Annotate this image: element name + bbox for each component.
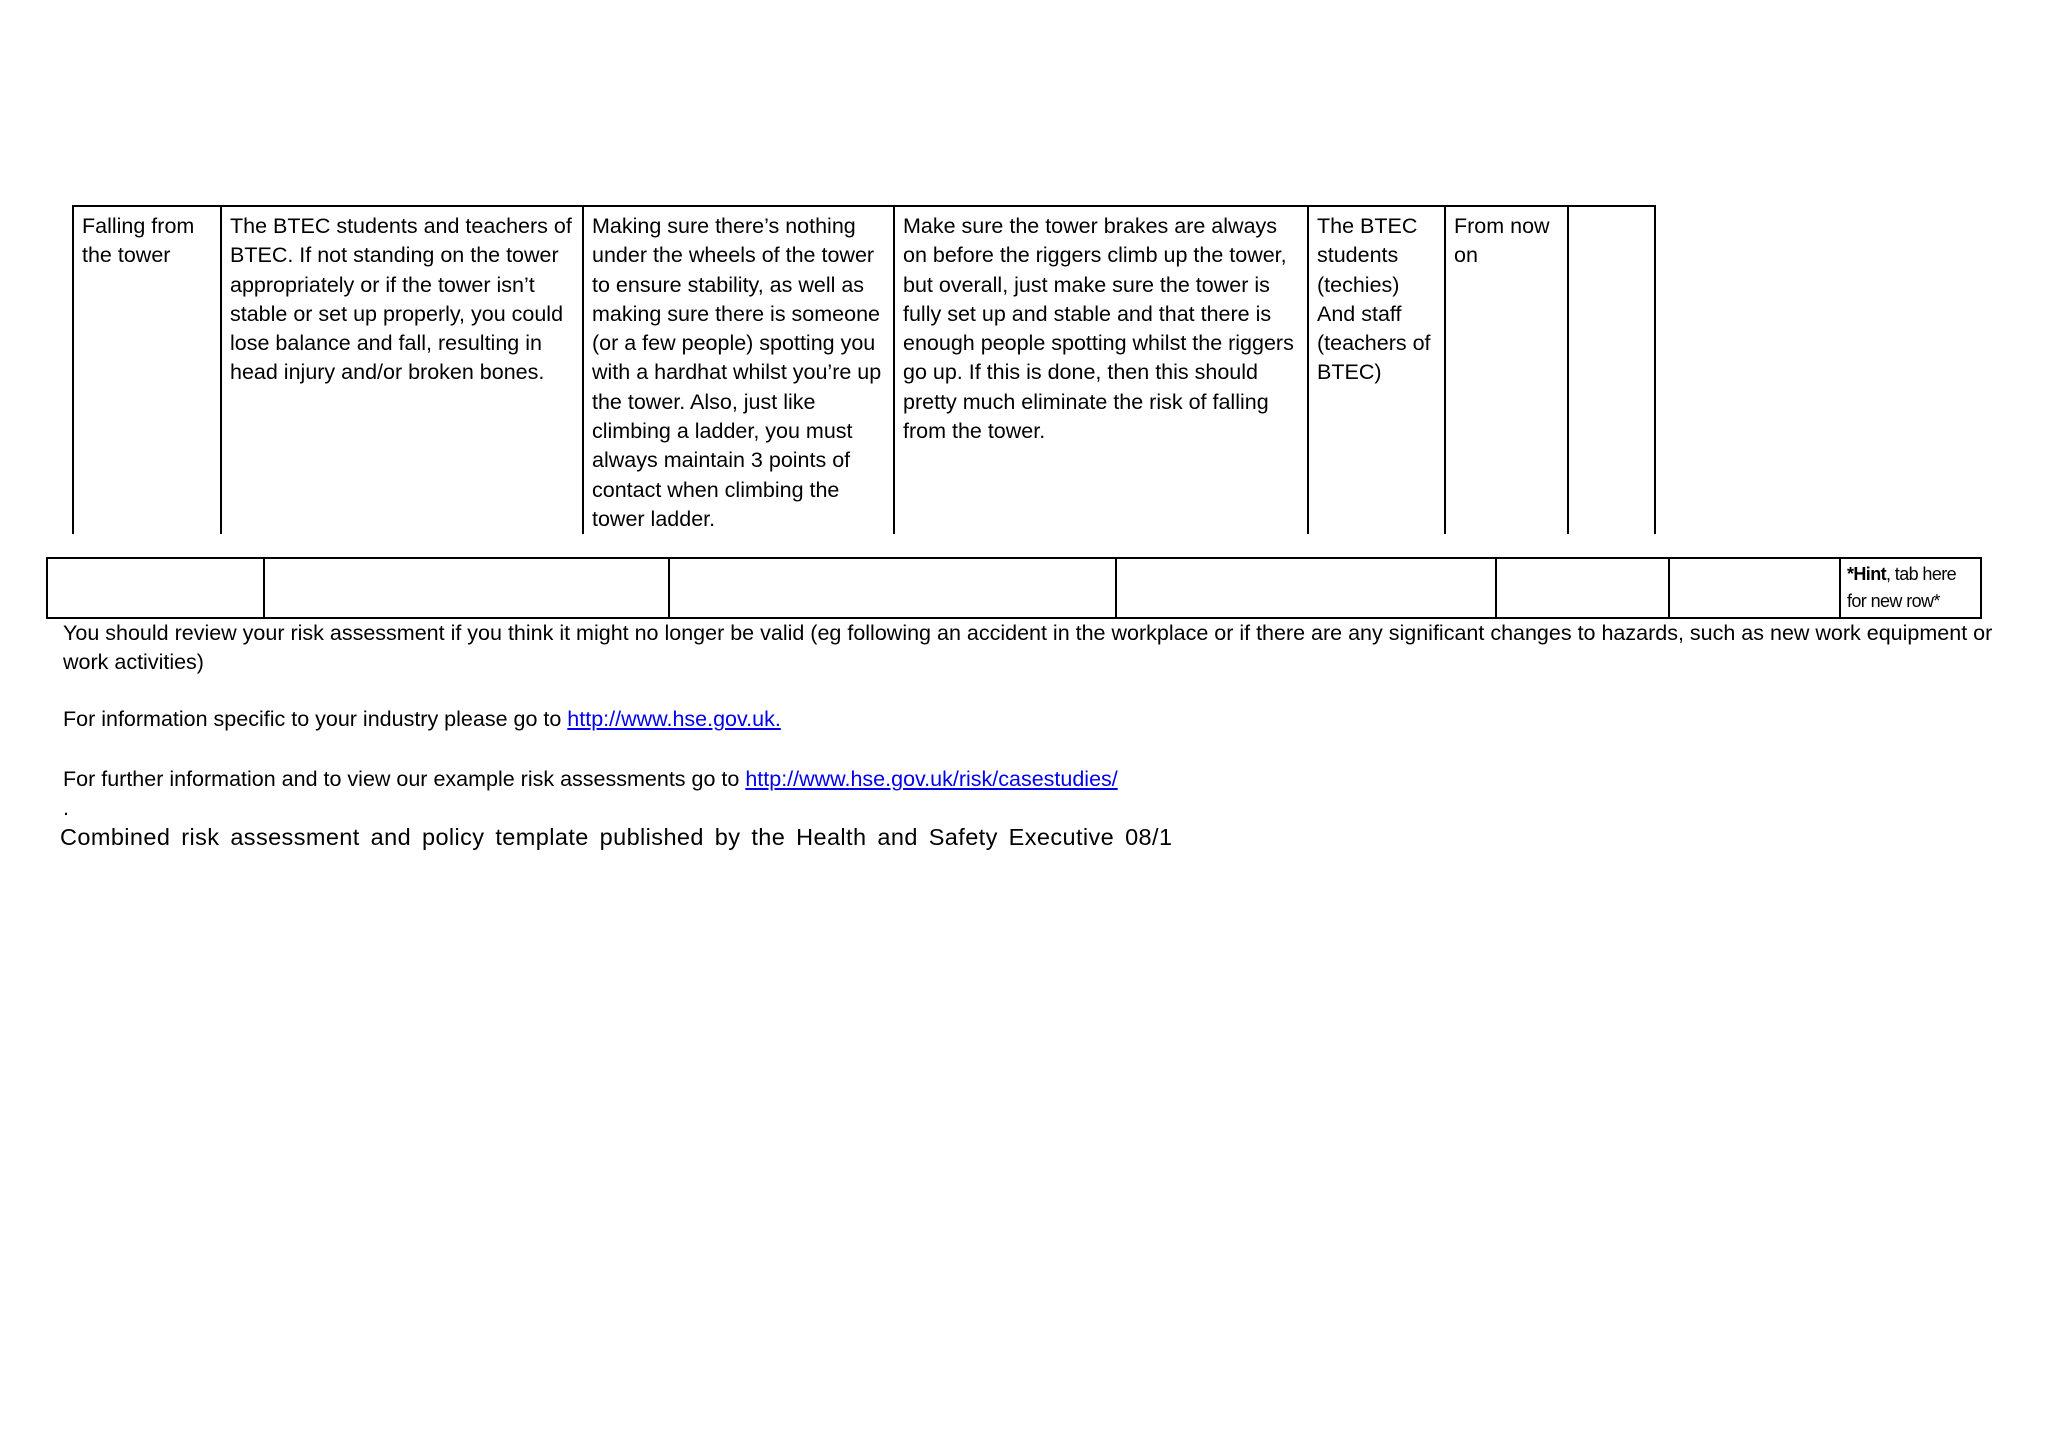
hint-cell[interactable]: [1840, 558, 1981, 618]
further-action-text: Make sure the tower brakes are always on before the riggers climb up the tower, but overall, just make sure the tower is fully set up and stable and that there is enough people spotting whilst the riggers go up. If this is done, then this should pretty much eliminate the risk of falling from the tower.: [903, 214, 1294, 444]
further-info-text: For further information and to view our example risk assessments go to: [63, 767, 746, 791]
action-by-who-text: The BTEC students (techies) And staff (teachers of BTEC): [1317, 214, 1431, 385]
blank-cell[interactable]: [47, 558, 264, 618]
hse-link[interactable]: http://www.hse.gov.uk.: [567, 707, 781, 731]
controls-text: Making sure there’s nothing under the wheels of the tower to ensure stability, as well as making sure there is someone (or a few people) spotting you with a hardhat whilst you’re up the tower. Also, just like climbing a ladder, you must always maintain 3 points of contact when climbing the tower ladder.: [592, 214, 882, 531]
who-harmed-cell[interactable]: [221, 206, 583, 534]
table-row: [73, 206, 1655, 534]
hint-text: , tab here for new row*: [1847, 564, 1957, 611]
who-harmed-text: The BTEC students and teachers of BTEC. If not standing on the tower appropriately or if the tower isn’t stable or set up properly, you could lose balance and fall, resulting in head injury and/or broken bones.: [230, 214, 572, 385]
risk-assessment-table: [72, 205, 1656, 534]
blank-cell[interactable]: [264, 558, 669, 618]
review-note: You should review your risk assessment if you think it might no longer be valid (eg following an accident in the workplace or if there are any significant changes to hazards, such as new work equipment or work activities): [63, 621, 1993, 674]
hazard-cell[interactable]: [73, 206, 221, 534]
blank-cell[interactable]: [1116, 558, 1496, 618]
further-action-cell[interactable]: [894, 206, 1308, 534]
industry-info-text: For information specific to your industry please go to: [63, 707, 568, 731]
action-by-who-cell[interactable]: [1308, 206, 1445, 534]
table-row: [47, 558, 1981, 618]
dot-line: .: [63, 796, 69, 820]
hazard-text: Falling from the tower: [82, 214, 195, 268]
done-cell[interactable]: [1568, 206, 1655, 534]
industry-info: [63, 705, 781, 734]
controls-cell[interactable]: [583, 206, 894, 534]
blank-cell[interactable]: [1496, 558, 1669, 618]
hint-bold-text: *Hint: [1847, 564, 1886, 584]
further-info: [63, 765, 1118, 794]
casestudies-link[interactable]: http://www.hse.gov.uk/risk/casestudies/: [745, 767, 1118, 791]
footer-text: Combined risk assessment and policy template published by the Health and Safety Executive 08/1: [60, 824, 1173, 850]
blank-cell[interactable]: [669, 558, 1116, 618]
action-by-when-cell[interactable]: [1445, 206, 1568, 534]
blank-row-table: [46, 557, 1982, 619]
blank-cell[interactable]: [1669, 558, 1840, 618]
action-by-when-text: From now on: [1454, 214, 1550, 268]
